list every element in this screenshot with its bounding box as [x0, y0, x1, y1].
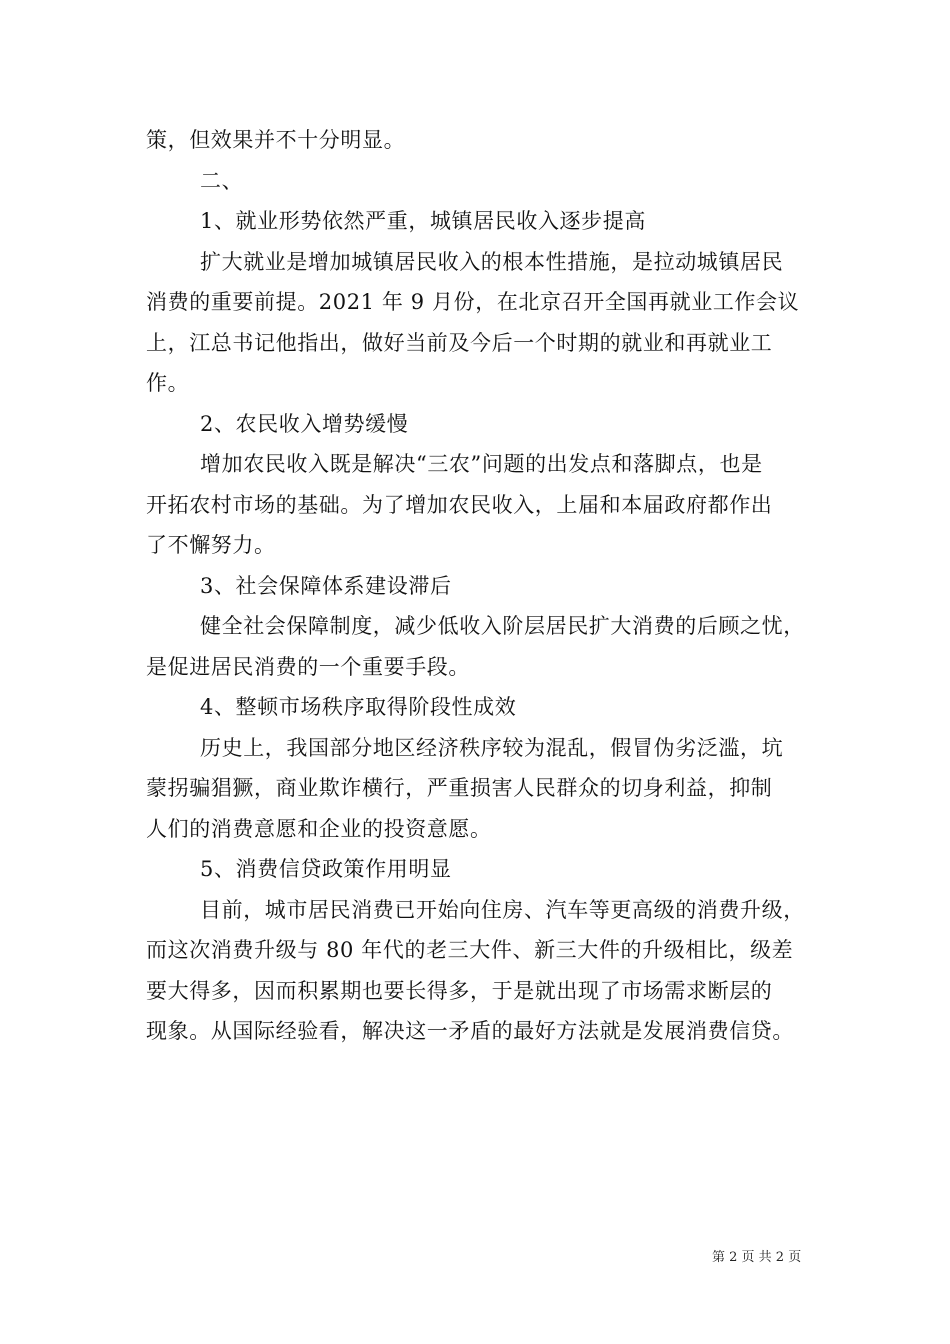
text-line: 人们的消费意愿和企业的投资意愿。	[146, 816, 492, 841]
text-line: 增加农民收入既是解决“三农”问题的出发点和落脚点，也是	[200, 452, 763, 476]
text-line: 了不懈努力。	[146, 533, 276, 557]
text-line: 二、	[200, 168, 244, 193]
text-line: 2、农民收入增势缓慢	[200, 411, 409, 436]
text-line: 作。	[146, 371, 190, 395]
text-line: 健全社会保障制度，减少低收入阶层居民扩大消费的后顾之忧，	[200, 614, 805, 638]
text-line: 4、整顿市场秩序取得阶段性成效	[200, 695, 517, 719]
text-line: 现象。从国际经验看，解决这一矛盾的最好方法就是发展消费信贷。	[146, 1019, 794, 1043]
text-line: 策，但效果并不十分明显。	[146, 128, 406, 152]
document-body	[146, 120, 810, 1052]
text-line: 要大得多，因而积累期也要长得多，于是就出现了市场需求断层的	[146, 978, 773, 1003]
text-line: 开拓农村市场的基础。为了增加农民收入，上届和本届政府都作出	[146, 492, 773, 517]
page-number-footer: 第 2 页 共 2 页	[712, 1250, 802, 1265]
text-line: 消费的重要前提。2021 年 9 月份，在北京召开全国再就业工作会议	[146, 290, 800, 314]
text-line: 蒙拐骗猖獗，商业欺诈横行，严重损害人民群众的切身利益，抑制	[146, 776, 773, 800]
text-line: 3、社会保障体系建设滞后	[200, 573, 452, 598]
text-line: 上，江总书记他指出，做好当前及今后一个时期的就业和再就业工	[146, 330, 773, 355]
text-line: 5、消费信贷政策作用明显	[200, 857, 452, 881]
text-line: 是促进居民消费的一个重要手段。	[146, 654, 470, 679]
text-line: 历史上，我国部分地区经济秩序较为混乱，假冒伪劣泛滥，坑	[200, 735, 784, 760]
text-line: 而这次消费升级与 80 年代的老三大件、新三大件的升级相比，级差	[146, 938, 794, 962]
text-line: 目前，城市居民消费已开始向住房、汽车等更高级的消费升级，	[200, 897, 805, 922]
text-line: 1、就业形势依然严重，城镇居民收入逐步提高	[200, 209, 646, 233]
text-line: 扩大就业是增加城镇居民收入的根本性措施，是拉动城镇居民	[200, 249, 784, 274]
